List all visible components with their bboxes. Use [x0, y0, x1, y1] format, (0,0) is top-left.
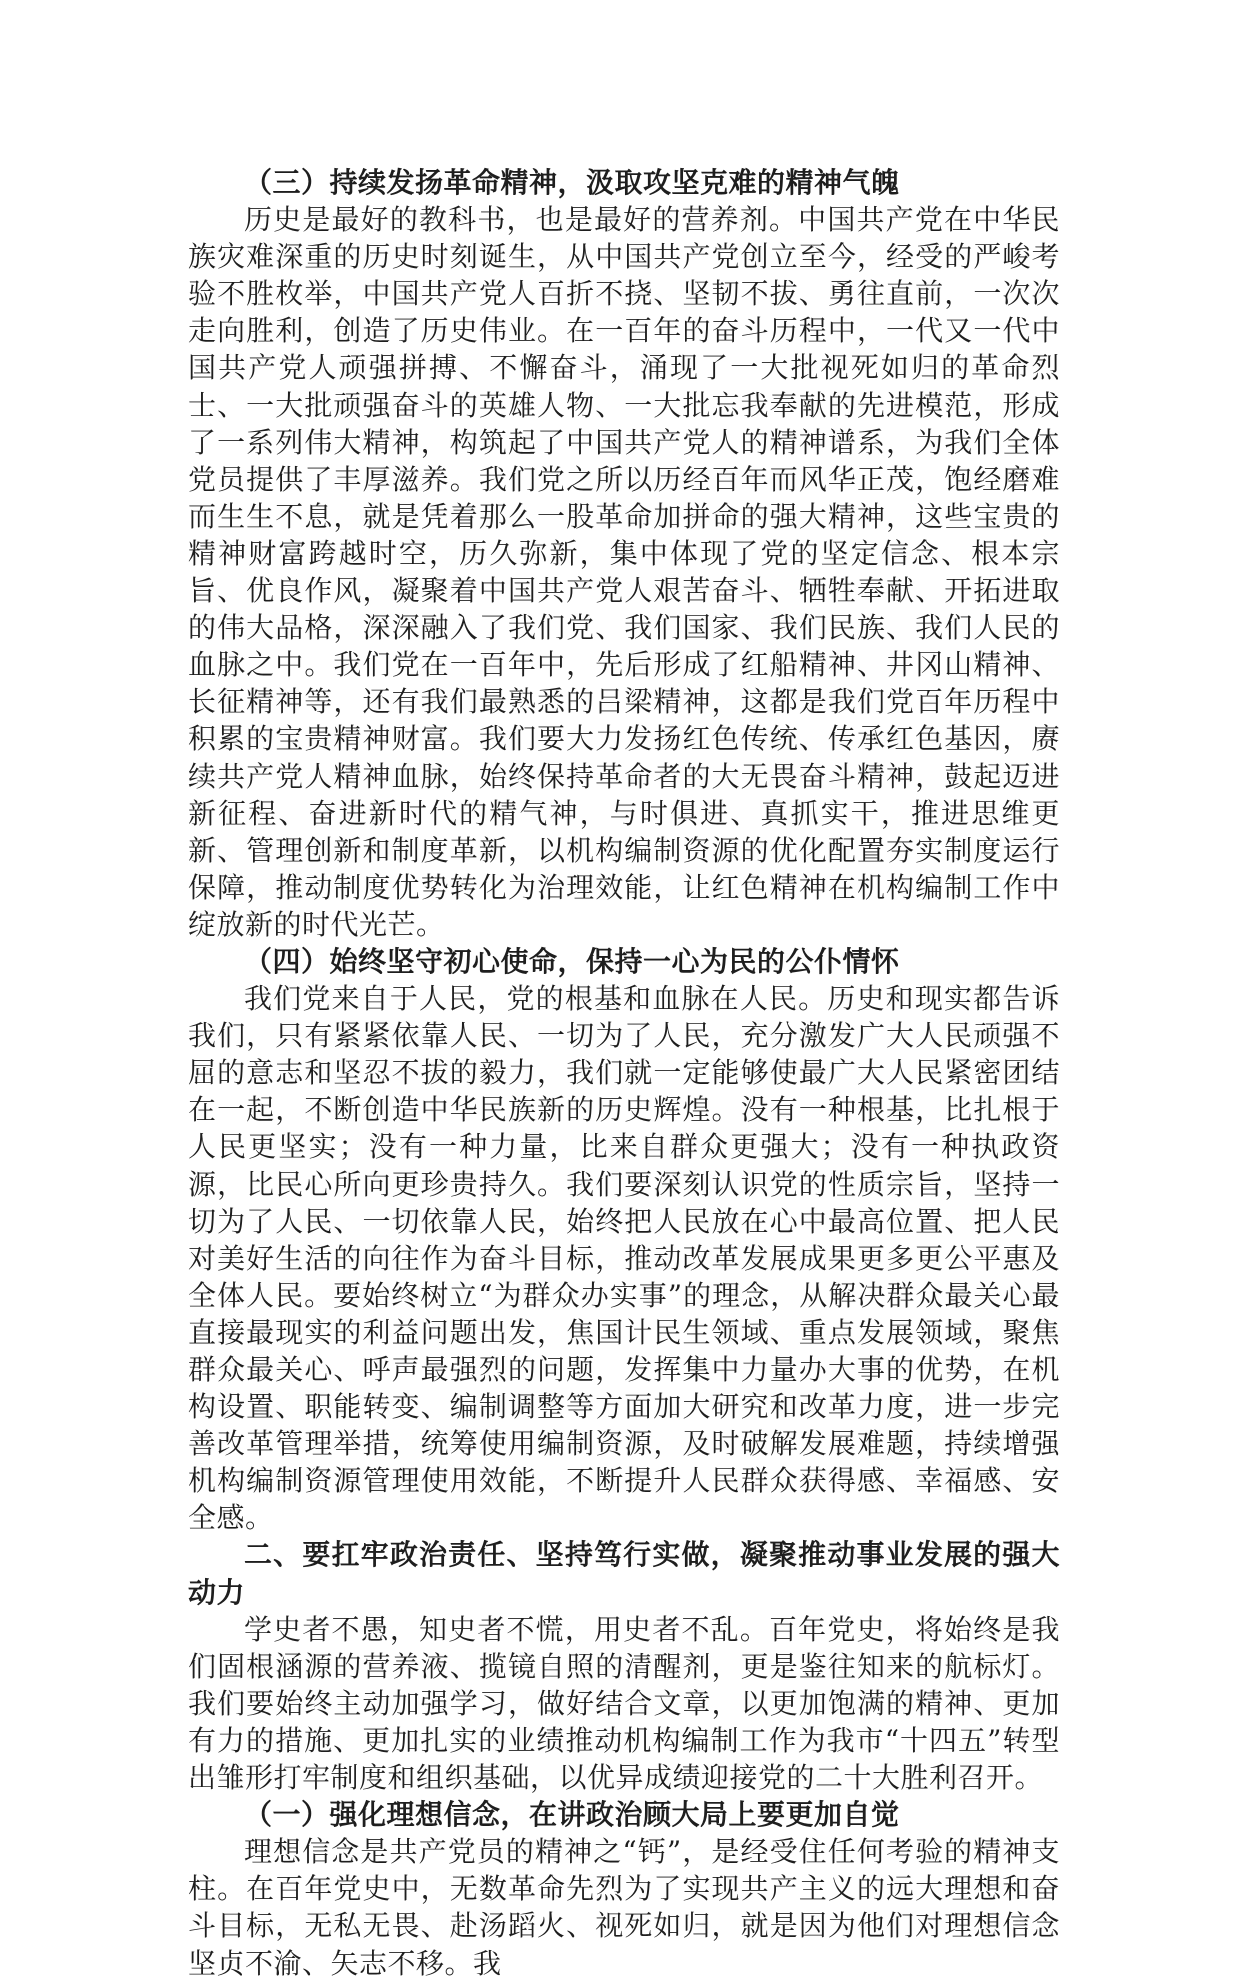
- section-heading-3: （三）持续发扬革命精神，汲取攻坚克难的精神气魄: [244, 166, 900, 199]
- part-heading-2: 二、要扛牢政治责任、坚持笃行实做，凝聚推动事业发展的强大动力: [188, 1538, 1060, 1609]
- body-paragraph: 我们党来自于人民，党的根基和血脉在人民。历史和现实都告诉我们，只有紧紧依靠人民、一切为了人民，充分激发广大人民顽强不屈的意志和坚忍不拔的毅力，我们就一定能够使最广大人民紧密团结在一起，不断创造中华民族新的历史辉煌。没有一种根基，比扎根于人民更坚实；没有一种力量，比来自群众更强大；没有一种执政资源，比民心所向更珍贵持久。我们要深刻认识党的性质宗旨，坚持一切为了人民、一切依靠人民，始终把人民放在心中最高位置、把人民对美好生活的向往作为奋斗目标，推动改革发展成果更多更公平惠及全体人民。要始终树立“为群众办实事”的理念，从解决群众最关心最直接最现实的利益问题出发，焦国计民生领域、重点发展领域，聚焦群众最关心、呼声最强烈的问题，发挥集中力量办大事的优势，在机构设置、职能转变、编制调整等方面加大研究和改革力度，进一步完善改革管理举措，统筹使用编制资源，及时破解发展难题，持续增强机构编制资源管理使用效能，不断提升人民群众获得感、幸福感、安全感。: [188, 982, 1060, 1535]
- body-paragraph: 历史是最好的教科书，也是最好的营养剂。中国共产党在中华民族灾难深重的历史时刻诞生，从中国共产党创立至今，经受的严峻考验不胜枚举，中国共产党人百折不挠、坚韧不拔、勇往直前，一次次走向胜利，创造了历史伟业。在一百年的奋斗历程中，一代又一代中国共产党人顽强拼搏、不懈奋斗，涌现了一大批视死如归的革命烈士、一大批顽强奋斗的英雄人物、一大批忘我奉献的先进模范，形成了一系列伟大精神，构筑起了中国共产党人的精神谱系，为我们全体党员提供了丰厚滋养。我们党之所以历经百年而风华正茂，饱经磨难而生生不息，就是凭着那么一股革命加拼命的强大精神，这些宝贵的精神财富跨越时空，历久弥新，集中体现了党的坚定信念、根本宗旨、优良作风，凝聚着中国共产党人艰苦奋斗、牺牲奉献、开拓进取的伟大品格，深深融入了我们党、我们国家、我们民族、我们人民的血脉之中。我们党在一百年中，先后形成了红船精神、井冈山精神、长征精神等，还有我们最熟悉的吕梁精神，这都是我们党百年历程中积累的宝贵精神财富。我们要大力发扬红色传统、传承红色基因，赓续共产党人精神血脉，始终保持革命者的大无畏奋斗精神，鼓起迈进新征程、奋进新时代的精气神，与时俱进、真抓实干，推进思维更新、管理创新和制度革新，以机构编制资源的优化配置夯实制度运行保障，推动制度优势转化为治理效能，让红色精神在机构编制工作中绽放新的时代光芒。: [188, 203, 1060, 941]
- section-heading-4: （四）始终坚守初心使命，保持一心为民的公仆情怀: [244, 944, 900, 978]
- document-page: [188, 164, 1060, 1982]
- body-paragraph: 学史者不愚，知史者不慌，用史者不乱。百年党史，将始终是我们固根涵源的营养液、揽镜自照的清醒剂，更是鉴往知来的航标灯。我们要始终主动加强学习，做好结合文章，以更加饱满的精神、更加有力的措施、更加扎实的业绩推动机构编制工作为我市“十四五”转型出雏形打牢制度和组织基础，以优异成绩迎接党的二十大胜利召开。: [188, 1612, 1060, 1795]
- section-heading-1: （一）强化理想信念，在讲政治顾大局上要更加自觉: [244, 1798, 900, 1832]
- body-paragraph: 理想信念是共产党员的精神之“钙”，是经受住任何考验的精神支柱。在百年党史中，无数革命先烈为了实现共产主义的远大理想和奋斗目标，无私无畏、赴汤蹈火、视死如归，就是因为他们对理想信念坚贞不渝、矢志不移。我: [188, 1835, 1060, 1980]
